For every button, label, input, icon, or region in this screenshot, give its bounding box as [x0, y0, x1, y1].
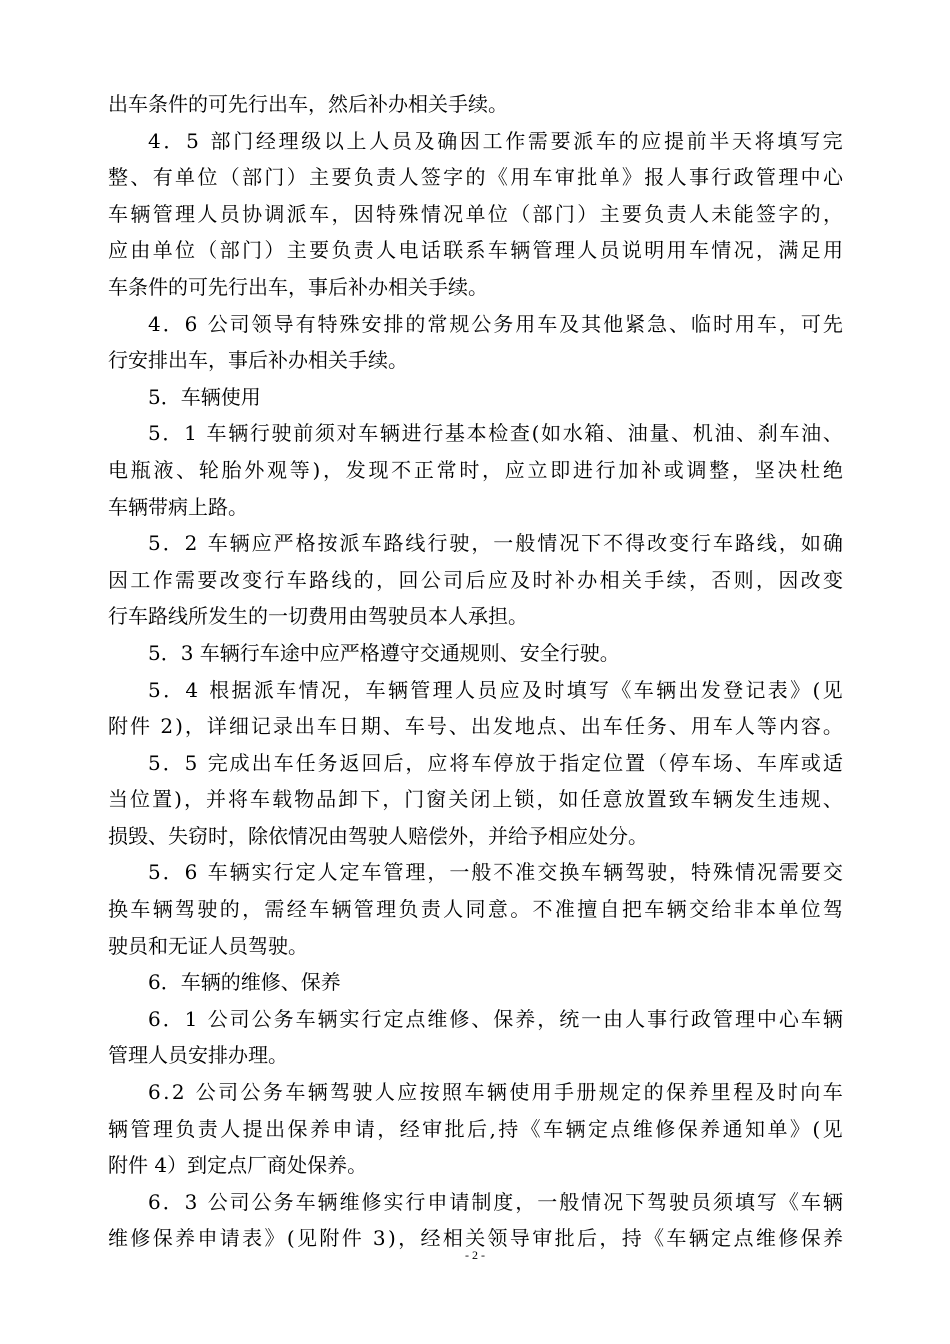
text-line: 5 ． 6 车 辆 实 行 定 人 定 车 管 理 ， 一 般 不 准 交 换 车 辆 驾 驶 ， 特 殊 情 况 需 要 交: [148, 860, 843, 885]
text-line: 电 瓶 液 、 轮 胎 外 观 等 ) ， 发 现 不 正 常 时 ， 应 立 即 进 行 加 补 或 调 整 ， 坚 决 杜 绝: [108, 457, 843, 482]
text-line: 附件 4）到定点厂商处保养。: [108, 1153, 368, 1178]
text-line: 附 件 2 ) ， 详 细 记 录 出 车 日 期 、 车 号 、 出 发 地 点 、 出 车 任 务 、 用 车 人 等 内 容 。: [108, 714, 843, 739]
text-line: 当 位 置 ) ， 并 将 车 载 物 品 卸 下 ， 门 窗 关 闭 上 锁 ， 如 任 意 放 置 致 车 辆 发 生 违 规 、: [108, 787, 843, 812]
text-line: 行安排出车，事后补办相关手续。: [108, 348, 408, 373]
text-line: 5．3 车辆行车途中应严格遵守交通规则、安全行驶。: [148, 640, 620, 665]
text-line: 4 ． 5 部 门 经 理 级 以 上 人 员 及 确 因 工 作 需 要 派 车 的 应 提 前 半 天 将 填 写 完: [148, 128, 843, 153]
text-line: 6 ． 1 公 司 公 务 车 辆 实 行 定 点 维 修 、 保 养 ， 统 一 由 人 事 行 政 管 理 中 心 车 辆: [148, 1006, 843, 1031]
text-line: 维 修 保 养 申 请 表 》 ( 见 附 件 3 ) ， 经 相 关 领 导 审 批 后 ， 持 《 车 辆 定 点 维 修 保 养: [108, 1226, 843, 1251]
text-line: 辆 管 理 负 责 人 提 出 保 养 申 请 ， 经 审 批 后 , 持 《 车 辆 定 点 维 修 保 养 通 知 单 》 ( 见: [108, 1116, 843, 1141]
text-line: 出车条件的可先行出车，然后补办相关手续。: [108, 92, 508, 116]
text-line: 整 、 有 单 位 （ 部 门 ） 主 要 负 责 人 签 字 的 《 用 车 审 批 单 》 报 人 事 行 政 管 理 中 心: [108, 165, 843, 190]
text-line: 因 工 作 需 要 改 变 行 车 路 线 的 ， 回 公 司 后 应 及 时 补 办 相 关 手 续 ， 否 则 ， 因 改 变: [108, 567, 843, 592]
text-line: 5 ． 1 车 辆 行 驶 前 须 对 车 辆 进 行 基 本 检 查 ( 如 水 箱 、 油 量 、 机 油 、 刹 车 油 、: [148, 421, 843, 446]
text-line: 6 ． 3 公 司 公 务 车 辆 维 修 实 行 申 请 制 度 ， 一 般 情 况 下 驾 驶 员 须 填 写 《 车 辆: [148, 1189, 843, 1214]
text-line: 驶员和无证人员驾驶。: [108, 933, 308, 958]
text-line: 4 ． 6 公 司 领 导 有 特 殊 安 排 的 常 规 公 务 用 车 及 其 他 紧 急 、 临 时 用 车 ， 可 先: [148, 311, 843, 336]
page-number: - 2 -: [465, 1248, 485, 1262]
text-line: 换 车 辆 驾 驶 的 ， 需 经 车 辆 管 理 负 责 人 同 意 。 不 准 擅 自 把 车 辆 交 给 非 本 单 位 驾: [108, 897, 843, 922]
text-line: 车条件的可先行出车，事后补办相关手续。: [108, 274, 488, 299]
document-body: [108, 86, 843, 1257]
text-line: 5．车辆使用: [148, 384, 261, 409]
text-line: 车 辆 管 理 人 员 协 调 派 车 ， 因 特 殊 情 况 单 位 （ 部 门 ） 主 要 负 责 人 未 能 签 字 的 ，: [108, 201, 843, 226]
text-line: 6 . 2 公 司 公 务 车 辆 驾 驶 人 应 按 照 车 辆 使 用 手 册 规 定 的 保 养 里 程 及 时 向 车: [148, 1080, 843, 1105]
text-line: 管理人员安排办理。: [108, 1043, 288, 1068]
text-line: 应 由 单 位 （ 部 门 ） 主 要 负 责 人 电 话 联 系 车 辆 管 理 人 员 说 明 用 车 情 况 ， 满 足 用: [108, 238, 843, 263]
text-line: 车辆带病上路。: [108, 494, 248, 519]
text-line: 6．车辆的维修、保养: [148, 970, 341, 995]
text-line: 损毁、失窃时，除依情况由驾驶人赔偿外，并给予相应处分。: [108, 823, 648, 848]
text-line: 5 ． 2 车 辆 应 严 格 按 派 车 路 线 行 驶 ， 一 般 情 况 下 不 得 改 变 行 车 路 线 ， 如 确: [148, 531, 843, 556]
text-line: 5 ． 5 完 成 出 车 任 务 返 回 后 ， 应 将 车 停 放 于 指 定 位 置 （ 停 车 场 、 车 库 或 适: [148, 750, 843, 775]
text-line: 5 ． 4 根 据 派 车 情 况 ， 车 辆 管 理 人 员 应 及 时 填 写 《 车 辆 出 发 登 记 表 》 ( 见: [148, 677, 843, 702]
text-line: 行车路线所发生的一切费用由驾驶员本人承担。: [108, 604, 528, 629]
